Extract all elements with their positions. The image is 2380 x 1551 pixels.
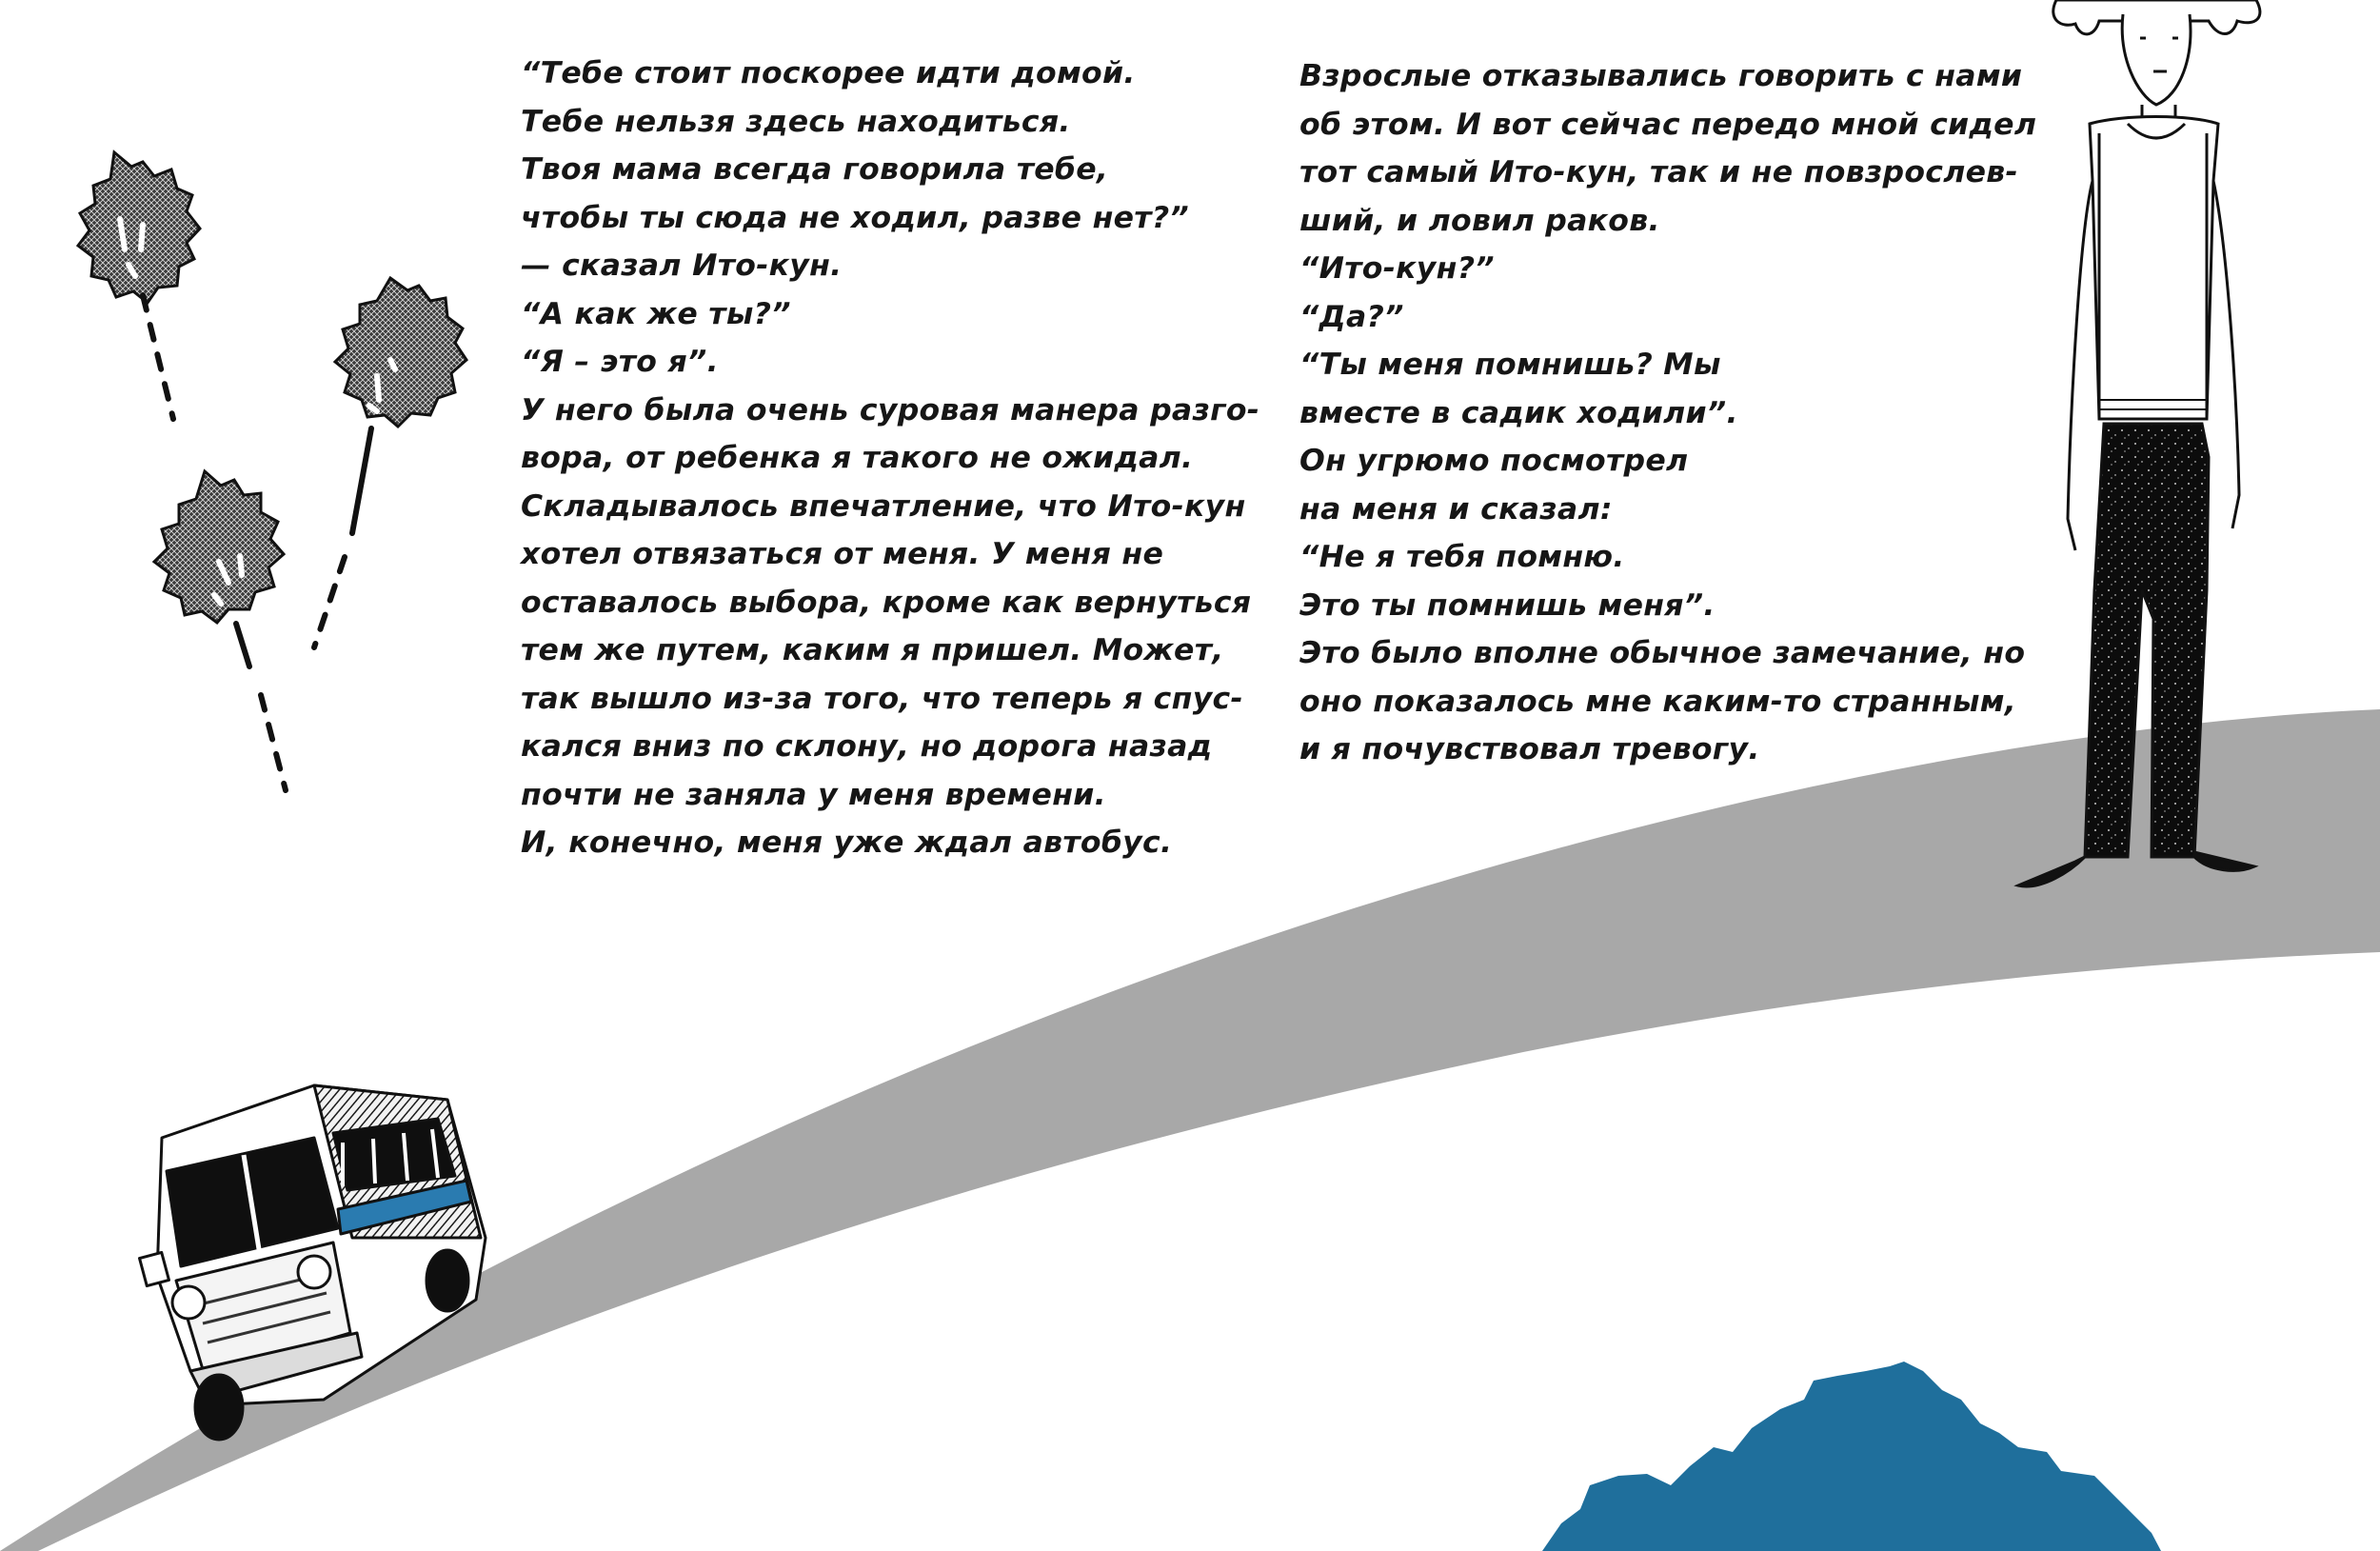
story-line: кался вниз по склону, но дорога назад bbox=[521, 729, 1213, 764]
story-line: “Я – это я”. bbox=[521, 345, 719, 379]
story-line: “Не я тебя помню. bbox=[1299, 540, 1625, 574]
story-line: Тебе нельзя здесь находиться. bbox=[521, 104, 1071, 139]
story-line: “Ито-кун?” bbox=[1299, 251, 1495, 286]
story-line: Это было вполне обычное замечание, но bbox=[1299, 636, 2026, 670]
story-line: вместе в садик ходили”. bbox=[1299, 395, 1738, 430]
story-line: У него была очень суровая манера разго- bbox=[521, 392, 1260, 428]
story-line: “Да?” bbox=[1299, 299, 1404, 334]
story-line: так вышло из-за того, что теперь я спус- bbox=[521, 681, 1243, 716]
story-text-left-column bbox=[521, 50, 1259, 867]
story-line: тем же путем, каким я пришел. Может, bbox=[521, 633, 1224, 667]
tree-top-right bbox=[314, 278, 466, 647]
story-line: “Ты меня помнишь? Мы bbox=[1299, 348, 1721, 382]
story-line: Складывалось впечатление, что Ито-кун bbox=[521, 488, 1246, 524]
story-line: об этом. И вот сейчас передо мной сидел bbox=[1299, 107, 2037, 142]
story-line: чтобы ты сюда не ходил, разве нет?” bbox=[521, 200, 1190, 235]
story-line: хотел отвязаться от меня. У меня не bbox=[521, 537, 1164, 571]
story-line: Взрослые отказывались говорить с нами bbox=[1299, 59, 2023, 93]
story-line: Твоя мама всегда говорила тебе, bbox=[521, 152, 1109, 187]
story-line: Он угрюмо посмотрел bbox=[1299, 444, 1689, 478]
tree-top-left bbox=[78, 152, 200, 419]
story-line: И, конечно, меня уже ждал автобус. bbox=[521, 825, 1173, 860]
story-line: оно показалось мне каким-то странным, bbox=[1299, 684, 2017, 719]
story-line: и я почувствовал тревогу. bbox=[1299, 732, 1760, 766]
story-line: на меня и сказал: bbox=[1299, 491, 1613, 527]
story-line: “Тебе стоит поскорее идти домой. bbox=[521, 56, 1136, 90]
story-text-right-column bbox=[1299, 52, 2036, 774]
blue-bush bbox=[1542, 1362, 2161, 1551]
story-line: тот самый Ито-кун, так и не повзрослев- bbox=[1299, 155, 2018, 189]
story-line: оставалось выбора, кроме как вернуться bbox=[521, 585, 1252, 620]
story-line: — сказал Ито-кун. bbox=[521, 249, 843, 283]
tree-bottom bbox=[154, 471, 286, 790]
bus bbox=[140, 1085, 486, 1440]
story-line: ший, и ловил раков. bbox=[1299, 203, 1660, 238]
story-line: “А как же ты?” bbox=[521, 296, 791, 331]
story-line: вора, от ребенка я такого не ожидал. bbox=[521, 441, 1194, 475]
story-line: почти не заняла у меня времени. bbox=[521, 777, 1106, 812]
story-line: Это ты помнишь меня”. bbox=[1299, 587, 1716, 623]
